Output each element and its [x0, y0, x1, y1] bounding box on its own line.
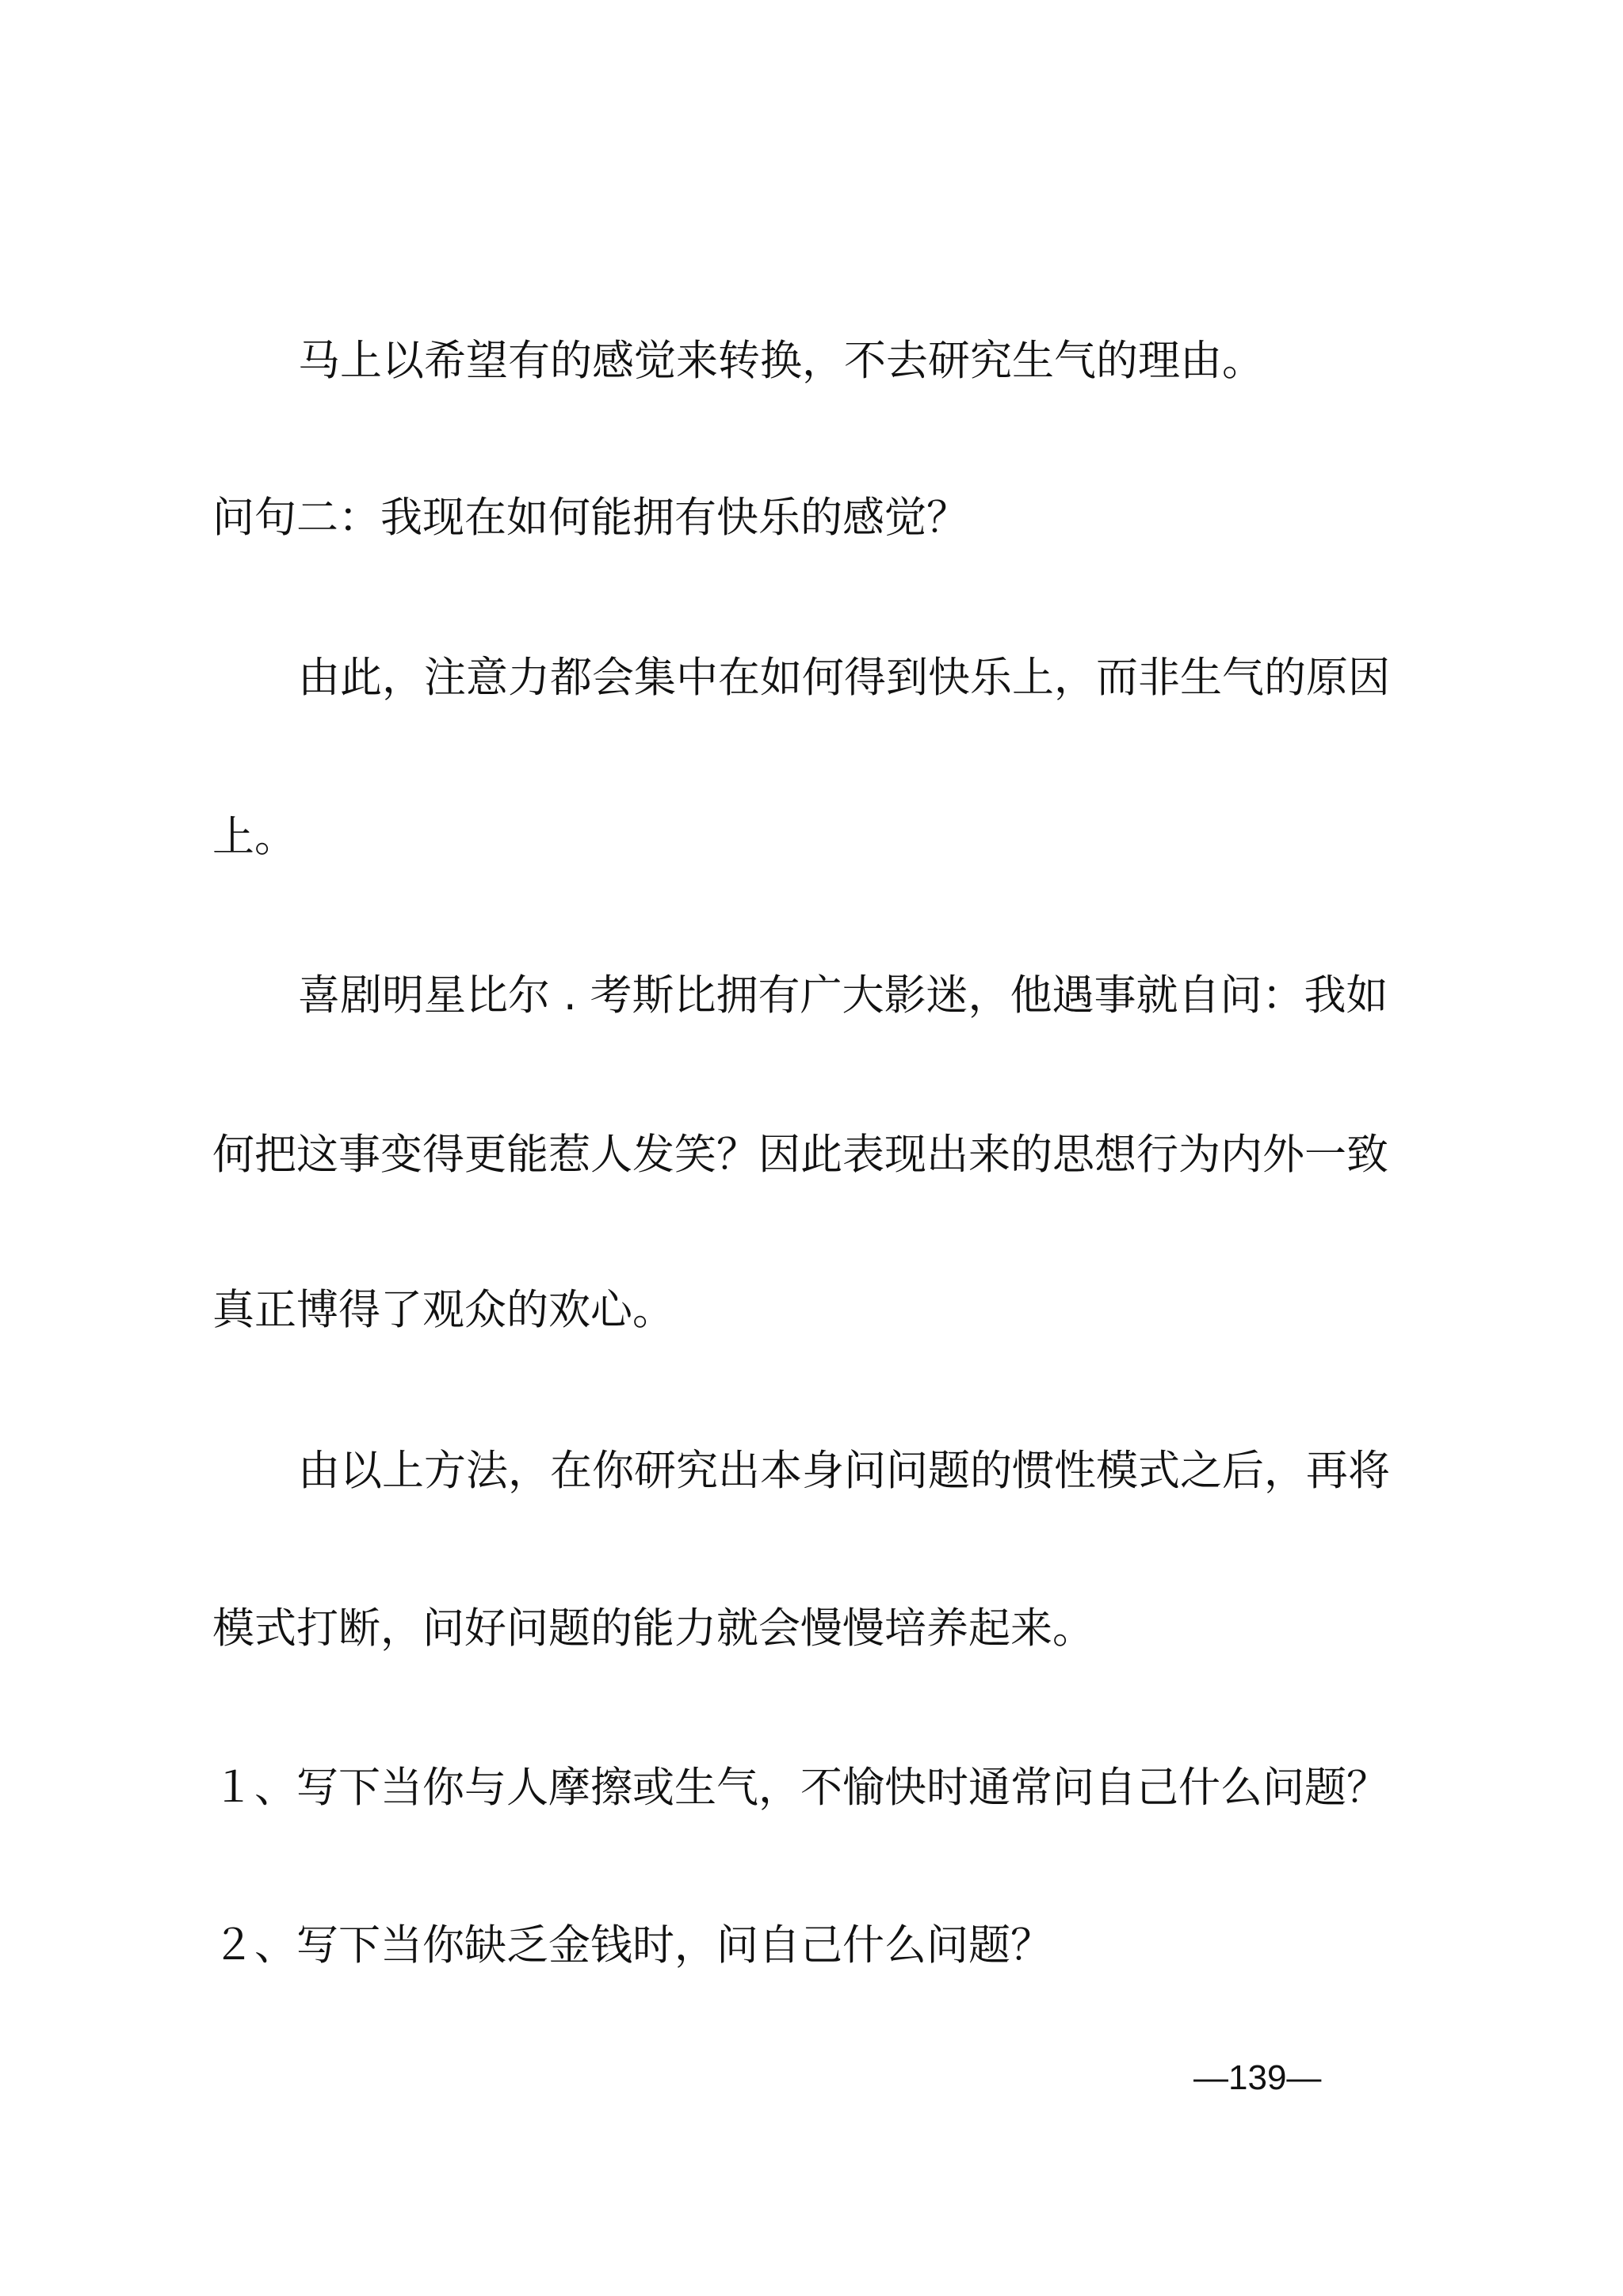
paragraph-line: 由以上方法，在你研究出本身问问题的惯性模式之后，再将 [298, 1447, 1390, 1495]
exercise-item: １、写下当你与人摩擦或生气，不愉快时通常问自己什么问题？ [212, 1764, 1388, 1812]
page-number: —139— [1193, 2058, 1322, 2097]
paragraph-line: 何把这事变得更能惹人发笑？因此表现出来的思想行为内外一致 [212, 1131, 1388, 1179]
paragraph-line: 马上以希望有的感觉来转换，不去研究生气的理由。 [298, 337, 1264, 385]
paragraph-line: 上。 [212, 813, 296, 861]
paragraph-line: 由此，注意力都会集中在如何得到快乐上，而非生气的原因 [298, 654, 1390, 702]
question-heading: 问句二：我现在如何能拥有快乐的感觉？ [212, 494, 968, 542]
paragraph-line: 真正博得了观众的欢心。 [212, 1286, 674, 1334]
paragraph-line: 模式打断，问好问题的能力就会慢慢培养起来。 [212, 1604, 1094, 1653]
paragraph-line: 喜剧明星比尔 . 考斯比拥有广大影迷，他遇事就自问：我如 [298, 971, 1388, 1020]
exercise-item: ２、写下当你缺乏金钱时，问自己什么问题？ [212, 1921, 1052, 1970]
